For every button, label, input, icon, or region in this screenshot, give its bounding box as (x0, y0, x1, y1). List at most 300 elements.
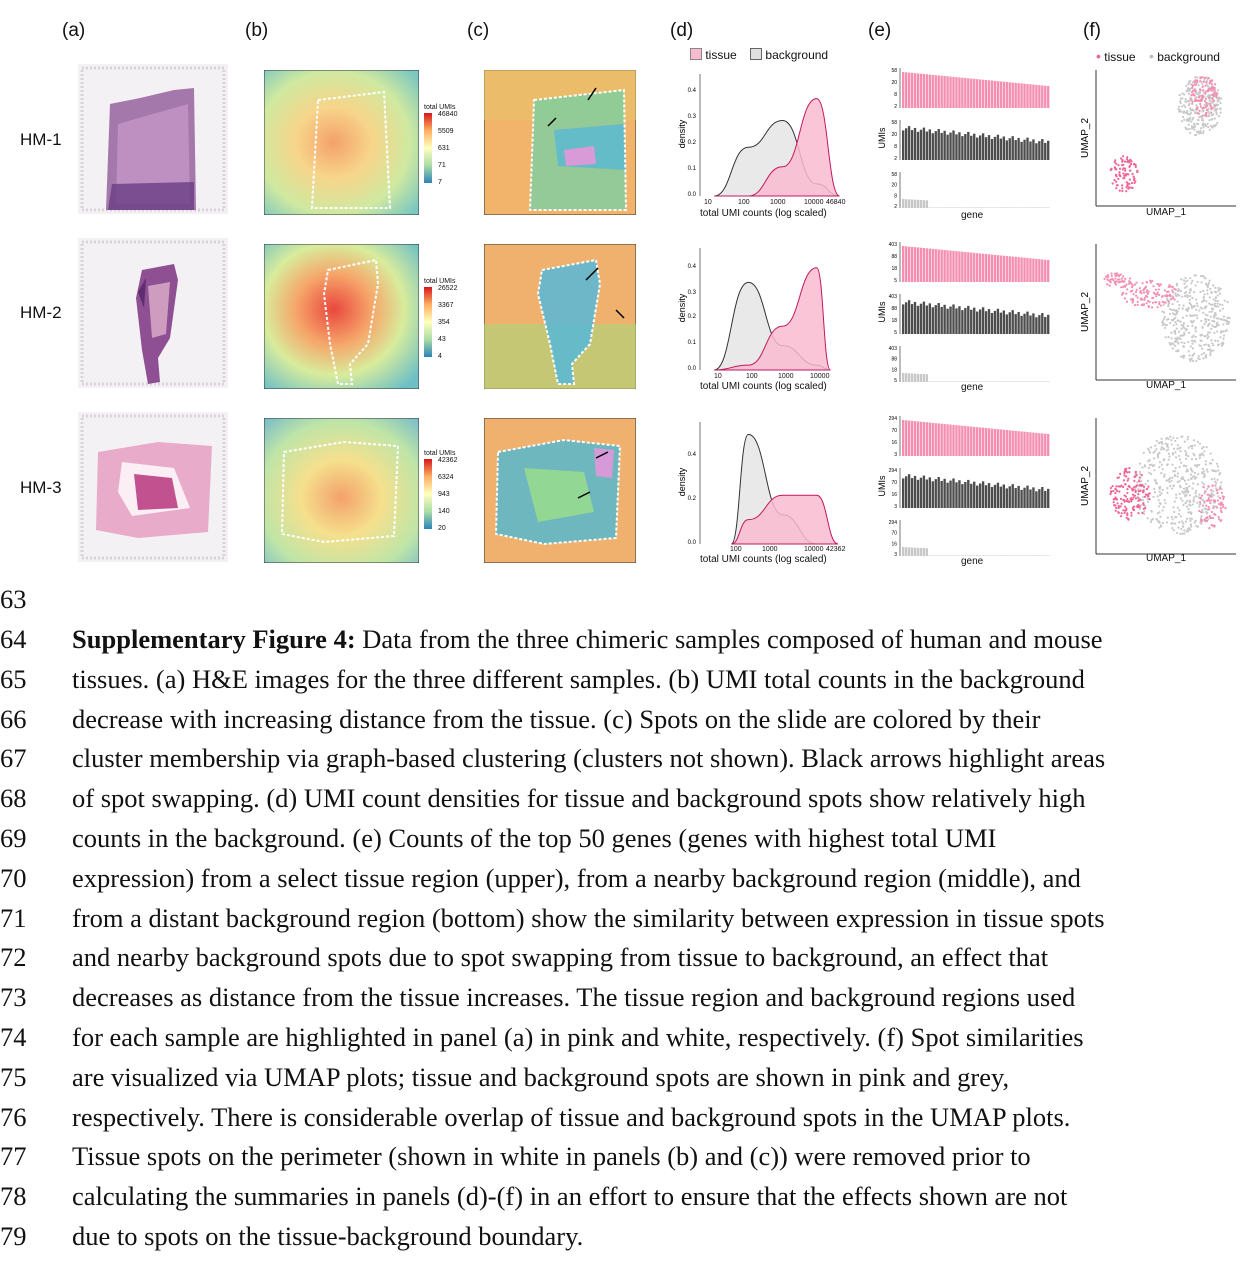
gene-bar (991, 313, 993, 334)
umap-point (1114, 492, 1116, 494)
gene-ytick: 3 (894, 552, 897, 558)
umap-point (1154, 450, 1156, 452)
he-image-hm1 (78, 64, 228, 214)
gene-ytick: 16 (891, 492, 897, 498)
line-number: 74 (0, 1022, 27, 1052)
umap-point (1178, 331, 1180, 333)
gene-ytick: 88 (891, 306, 897, 312)
umap-point (1116, 477, 1118, 479)
umap-point (1148, 459, 1150, 461)
gene-bar (917, 132, 919, 160)
umap-point (1203, 476, 1205, 478)
umap-point (1200, 281, 1202, 283)
umap-point (1198, 355, 1200, 357)
umap-point (1207, 107, 1209, 109)
legend-background-label: background (765, 48, 829, 62)
umap-point (1199, 80, 1201, 82)
umap-point (1198, 96, 1200, 98)
umap-point (1197, 119, 1199, 121)
gene-bar (946, 135, 948, 160)
umap-point (1208, 311, 1210, 313)
gene-bar (902, 304, 904, 334)
umap-point (1143, 299, 1145, 301)
gene-bar (905, 72, 907, 108)
umap-point (1146, 291, 1148, 293)
umi-tick: 71 (438, 162, 446, 169)
gene-bar (905, 302, 907, 334)
umap-point (1155, 448, 1157, 450)
umap-point (1172, 437, 1174, 439)
umap-point (1118, 281, 1120, 283)
umap-point (1127, 480, 1129, 482)
gene-bar (1017, 257, 1019, 282)
umap-point (1151, 297, 1153, 299)
umap-point (1196, 465, 1198, 467)
umi-tick: 20 (438, 525, 446, 532)
gene-bar (949, 251, 951, 282)
umap-point (1211, 511, 1213, 513)
gene-ytick: 2 (894, 156, 897, 162)
umap-point (1155, 295, 1157, 297)
umap-point (1191, 487, 1193, 489)
umap-point (1114, 273, 1116, 275)
umap-point (1213, 95, 1215, 97)
umap-point (1124, 285, 1126, 287)
umap-point (1163, 311, 1165, 313)
umap-point (1187, 528, 1189, 530)
umap-point (1111, 485, 1113, 487)
umap-point (1198, 116, 1200, 118)
umap-point (1207, 324, 1209, 326)
umi-tick: 43 (438, 336, 446, 343)
gene-bar (905, 373, 907, 382)
gene-bar (1047, 86, 1049, 108)
umap-point (1139, 291, 1141, 293)
gene-bar (911, 373, 913, 382)
umap-point (1136, 289, 1138, 291)
umap-point (1220, 502, 1222, 504)
gene-bar (1038, 141, 1040, 160)
umap-point (1133, 176, 1135, 178)
umi-tick: 631 (438, 145, 450, 152)
umap-point (1174, 321, 1176, 323)
row-label-hm3: HM-3 (20, 478, 62, 497)
gene-bar (908, 300, 910, 334)
umap-point (1169, 436, 1171, 438)
umap-point (1175, 456, 1177, 458)
gene-bar (902, 478, 904, 508)
density-xtick: 10000 (810, 373, 830, 380)
umap-point (1148, 472, 1150, 474)
umap-point (1115, 485, 1117, 487)
gene-ytick: 70 (891, 480, 897, 486)
umap-point (1185, 494, 1187, 496)
gene-bar (935, 75, 937, 108)
umap-point (1205, 356, 1207, 358)
umap-point (1217, 294, 1219, 296)
umi-tick: 3367 (438, 302, 454, 309)
umap-point (1139, 476, 1141, 478)
umap-point (1137, 512, 1139, 514)
umi-legend-title: total UMIs (424, 104, 456, 111)
umap-point (1220, 331, 1222, 333)
umap-point (1136, 505, 1138, 507)
gene-bar (1000, 555, 1002, 556)
gene-ytick: 2 (894, 204, 897, 210)
gene-bar (1014, 488, 1016, 508)
umap-point (1209, 322, 1211, 324)
gene-ytick: 8 (894, 92, 897, 98)
gene-bar (1044, 86, 1046, 108)
umap-point (1205, 460, 1207, 462)
gene-bar (982, 80, 984, 108)
umap-point (1127, 478, 1129, 480)
gene-bar (1026, 138, 1028, 160)
umap-point (1117, 511, 1119, 513)
umap-point (1203, 470, 1205, 472)
gene-bar (923, 128, 925, 160)
gene-bar (1014, 431, 1016, 456)
gene-ytick: 8 (894, 193, 897, 200)
umap-point (1160, 525, 1162, 527)
gene-bar (946, 424, 948, 456)
gene-bar (1006, 555, 1008, 556)
umap-point (1112, 490, 1114, 492)
gene-bar (955, 251, 957, 282)
umap-point (1164, 474, 1166, 476)
gene-bar (938, 303, 940, 334)
density-xlabel: total UMI counts (log scaled) (700, 208, 827, 219)
umap-point (1222, 323, 1224, 325)
umap-point (1142, 289, 1144, 291)
gene-bar (1023, 140, 1025, 160)
line-number: 77 (0, 1141, 27, 1172)
umap-point (1153, 488, 1155, 490)
umap-point (1158, 294, 1160, 296)
umap-point (1198, 493, 1200, 495)
umap-point (1221, 304, 1223, 306)
gene-bar (902, 373, 904, 382)
gene-bar (932, 423, 934, 456)
gene-bar (929, 381, 931, 382)
umap-point (1149, 280, 1151, 282)
umap-point (1203, 483, 1205, 485)
gene-bar (911, 304, 913, 334)
gene-bar (988, 207, 990, 208)
gene-bar (1000, 207, 1002, 208)
caption-text: Supplementary Figure 4: Data from the three chimeric samples composed of human and mouse (72, 624, 1103, 654)
gene-bar (940, 555, 942, 556)
gene-bar (923, 374, 925, 382)
umap-point (1114, 488, 1116, 490)
umi-colorbar (424, 113, 432, 183)
umap-point (1157, 495, 1159, 497)
umap-point (1159, 461, 1161, 463)
gene-bar (955, 308, 957, 334)
umap-point (1208, 113, 1210, 115)
gene-bar (967, 207, 969, 208)
umap-point (1206, 488, 1208, 490)
umap-point (1152, 285, 1154, 287)
gene-bars-hm1 (876, 64, 1052, 212)
umap-point (1195, 79, 1197, 81)
gene-bar (1047, 434, 1049, 456)
caption-line (0, 823, 1250, 863)
gene-bar (1038, 433, 1040, 456)
line-number: 70 (0, 862, 27, 893)
umap-point (1216, 479, 1218, 481)
umap-point (1179, 447, 1181, 449)
umap-point (1128, 471, 1130, 473)
umap-point (1220, 509, 1222, 511)
gene-bar (923, 74, 925, 108)
umap-point (1162, 324, 1164, 326)
gene-bar (1035, 85, 1037, 108)
umap-point (1121, 277, 1123, 279)
gene-bar (970, 484, 972, 508)
umap-point (1209, 502, 1211, 504)
gene-bar (929, 555, 931, 556)
umap-xlabel: UMAP_1 (1146, 380, 1187, 391)
umap-point (1192, 347, 1194, 349)
umap-point (1221, 318, 1223, 320)
umap-xlabel: UMAP_1 (1146, 553, 1187, 564)
umap-point (1125, 283, 1127, 285)
gene-ytick: 5 (894, 278, 897, 284)
umap-point (1186, 315, 1188, 317)
gene-bar (923, 476, 925, 508)
gene-bar (976, 138, 978, 160)
umap-ylabel: UMAP_2 (1080, 117, 1091, 159)
umap-point (1139, 463, 1141, 465)
gene-ytick: 58 (891, 172, 897, 178)
gene-bar (973, 482, 975, 508)
umap-point (1217, 465, 1219, 467)
density-ytick: 0.2 (687, 140, 696, 146)
umi-map-hm3 (264, 418, 419, 563)
umap-point (1206, 337, 1208, 339)
gene-bar (961, 136, 963, 160)
umap-point (1163, 506, 1165, 508)
umap-point (1195, 111, 1197, 113)
gene-ytick: 403 (888, 346, 897, 352)
umap-point (1126, 161, 1128, 163)
umap-point (1210, 316, 1212, 318)
umap-point (1135, 490, 1137, 492)
umap-point (1201, 348, 1203, 350)
umap-point (1144, 287, 1146, 289)
cluster-map-hm2 (484, 244, 636, 389)
umap-point (1152, 302, 1154, 304)
gene-bar (952, 207, 954, 208)
gene-ytick: 403 (888, 294, 897, 300)
umap-point (1193, 475, 1195, 477)
umap-point (1216, 302, 1218, 304)
umap-point (1191, 458, 1193, 460)
panel-label-b: (b) (245, 20, 269, 41)
umap-point (1207, 85, 1209, 87)
umap-point (1174, 516, 1176, 518)
umap-point (1126, 301, 1128, 303)
density-ytick: 0.3 (687, 290, 696, 296)
density-ytick: 0.2 (687, 496, 696, 502)
umap-point (1205, 343, 1207, 345)
umap-point (1172, 452, 1174, 454)
gene-bar (1003, 485, 1005, 508)
umap-point (1125, 475, 1127, 477)
umap-point (1170, 332, 1172, 334)
umap-point (1167, 446, 1169, 448)
gene-ytick: 18 (891, 266, 897, 272)
umi-legend-title: total UMIs (424, 278, 456, 285)
gene-bar (908, 373, 910, 382)
gene-ytick: 70 (891, 530, 897, 537)
umap-point (1215, 300, 1217, 302)
umap-point (1205, 305, 1207, 307)
umap-point (1166, 464, 1168, 466)
gene-bar (935, 131, 937, 160)
umap-point (1176, 532, 1178, 534)
umap-point (1217, 495, 1219, 497)
umap-point (1120, 515, 1122, 517)
umap-point (1214, 303, 1216, 305)
gene-bar (979, 483, 981, 508)
umap-point (1123, 479, 1125, 481)
umap-point (1196, 81, 1198, 83)
umap-point (1149, 451, 1151, 453)
umap-point (1185, 112, 1187, 114)
umap-point (1205, 511, 1207, 513)
umap-point (1212, 126, 1214, 128)
umap-point (1113, 179, 1115, 181)
gene-bar (935, 305, 937, 334)
umap-point (1159, 516, 1161, 518)
umap-point (1213, 326, 1215, 328)
caption-line (0, 624, 1250, 664)
umap-point (1151, 280, 1153, 282)
umap-point (1208, 302, 1210, 304)
caption-text: from a distant background region (bottom) show the similarity between expression in tissue spots (72, 902, 1105, 933)
umap-point (1213, 332, 1215, 334)
umap-point (1176, 310, 1178, 312)
gene-bar (920, 130, 922, 160)
umap-point (1161, 301, 1163, 303)
gene-bar (1026, 381, 1028, 382)
gene-bar (1023, 488, 1025, 508)
gene-bar (1047, 555, 1049, 556)
umap-point (1158, 521, 1160, 523)
umap-point (1107, 276, 1109, 278)
gene-bar (917, 548, 919, 556)
gene-bar (1032, 259, 1034, 282)
umap-point (1211, 485, 1213, 487)
umap-point (1207, 494, 1209, 496)
umap-point (1179, 466, 1181, 468)
caption-text: tissues. (a) H&E images for the three different samples. (b) UMI total counts in the background (72, 663, 1085, 694)
umap-point (1106, 278, 1108, 280)
umap-point (1185, 487, 1187, 489)
umap-point (1193, 109, 1195, 111)
umap-point (1137, 493, 1139, 495)
umap-point (1130, 163, 1132, 165)
umi-legend-title: total UMIs (424, 450, 456, 457)
umap-point (1184, 277, 1186, 279)
density-ylabel: density (677, 119, 687, 149)
gene-bar (920, 548, 922, 556)
umap-point (1158, 301, 1160, 303)
umap-point (1220, 288, 1222, 290)
umap-point (1214, 312, 1216, 314)
gene-bar (985, 254, 987, 282)
umap-point (1129, 170, 1131, 172)
umap-point (1223, 316, 1225, 318)
gene-bar (1009, 207, 1011, 208)
umap-point (1212, 490, 1214, 492)
umap-point (1212, 517, 1214, 519)
umap-point (1224, 507, 1226, 509)
gene-bar (1020, 431, 1022, 456)
gene-bar (1038, 555, 1040, 556)
umap-point (1220, 504, 1222, 506)
caption-line (0, 664, 1250, 704)
gene-bar (902, 130, 904, 160)
umap-point (1180, 515, 1182, 517)
umap-point (1147, 486, 1149, 488)
gene-bar (932, 555, 934, 556)
gene-bar (1000, 381, 1002, 382)
gene-bar (949, 425, 951, 456)
umap-point (1148, 498, 1150, 500)
umap-point (1126, 158, 1128, 160)
gene-ytick: 5 (894, 330, 897, 336)
umap-point (1123, 494, 1125, 496)
umap-point (1187, 455, 1189, 457)
umap-point (1188, 350, 1190, 352)
gene-bar (994, 81, 996, 108)
umap-point (1171, 527, 1173, 529)
umap-point (1177, 342, 1179, 344)
umap-point (1106, 283, 1108, 285)
gene-bar (946, 76, 948, 108)
row-label-hm1: HM-1 (20, 130, 62, 149)
umap-point (1160, 283, 1162, 285)
gene-bar (985, 428, 987, 456)
gene-bar (932, 307, 934, 334)
gene-bar (988, 309, 990, 334)
umap-point (1180, 497, 1182, 499)
umap-point (1205, 463, 1207, 465)
gene-bar (976, 253, 978, 282)
umap-point (1185, 465, 1187, 467)
caption-line (0, 783, 1250, 823)
umap-point (1178, 304, 1180, 306)
umap-point (1203, 500, 1205, 502)
gene-bar (917, 421, 919, 456)
umap-point (1164, 289, 1166, 291)
gene-bar (1014, 83, 1016, 108)
umap-point (1117, 184, 1119, 186)
gene-bar (940, 307, 942, 334)
umap-point (1185, 85, 1187, 87)
gene-bar (973, 79, 975, 108)
gene-bar (908, 199, 910, 208)
umi-tick: 6324 (438, 474, 454, 481)
umap-point (1117, 279, 1119, 281)
umap-point (1216, 330, 1218, 332)
umap-point (1199, 130, 1201, 132)
umap-point (1181, 296, 1183, 298)
umap-point (1128, 501, 1130, 503)
